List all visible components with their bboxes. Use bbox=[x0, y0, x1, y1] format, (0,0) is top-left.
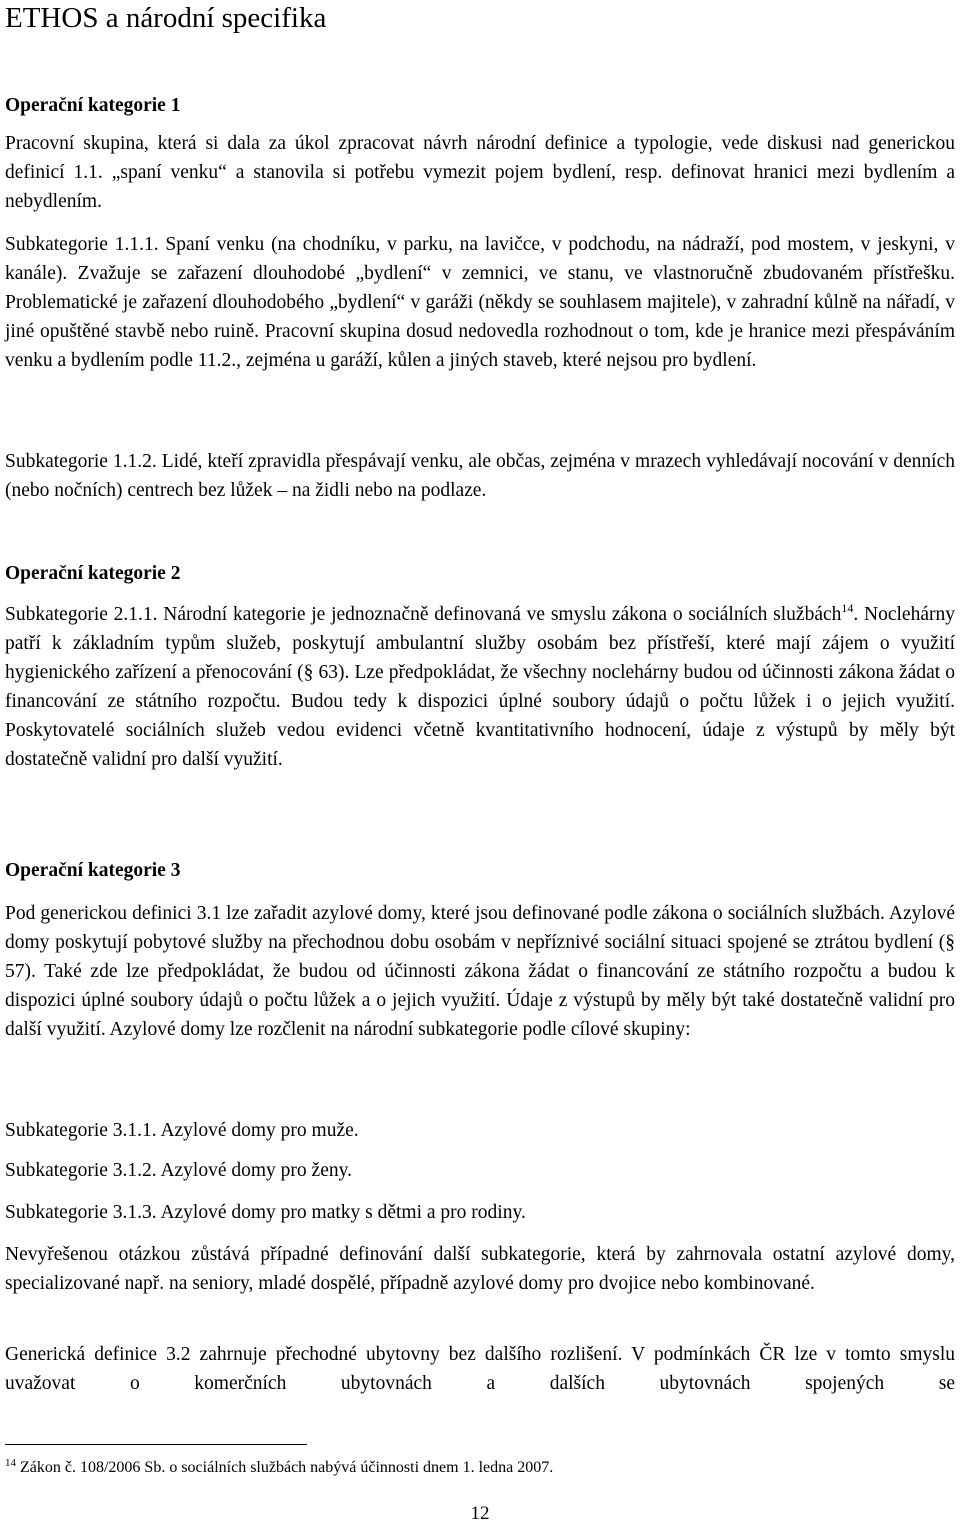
section-1-paragraph-3: Subkategorie 1.1.2. Lidé, kteří zpravidla přespávají venku, ale občas, zejména v mrazech vyhledávají nocování v denních (nebo nočních) centrech bez lůžek – na židli nebo na podlaze. bbox=[5, 451, 955, 501]
section-3-paragraph-unresolved: Nevyřešenou otázkou zůstává případné definování další subkategorie, která by zahrnovala ostatní azylové domy, specializované např. na seniory, mladé dospělé, případně azylové domy pro dvojice nebo kombinované. bbox=[5, 1244, 955, 1294]
footnote-text: Zákon č. 108/2006 Sb. o sociálních službách nabývá účinnosti dnem 1. ledna 2007. bbox=[16, 1459, 554, 1476]
footnote-divider bbox=[5, 1444, 307, 1445]
section-heading-1: Operační kategorie 1 bbox=[5, 95, 181, 116]
section-3-paragraph-1: Pod generickou definici 3.1 lze zařadit azylové domy, které jsou definované podle zákona o sociálních službách. Azylové domy poskytují pobytové služby na přechodnou dobu osobám v nepříznivé sociální situaci spojené se ztrátou bydlení (§ 57). Také zde lze předpokládat, že budou od účinnosti zákona žádat o financování ze státního rozpočtu a budou k dispozici úplné soubory údajů o počtu lůžek a o jejich využití. Údaje z výstupů by měly být také dostatečně validní pro další využití. Azylové domy lze rozčlenit na národní subkategorie podle cílové skupiny: bbox=[5, 903, 955, 1040]
section-3-paragraph-generic-3-2: Generická definice 3.2 zahrnuje přechodné ubytovny bez dalšího rozlišení. V podmínkách ČR lze v tomto smyslu uvažovat o komerčních ubytovnách a dalších ubytovnách spojených se bbox=[5, 1344, 955, 1394]
section-heading-3: Operační kategorie 3 bbox=[5, 860, 181, 881]
section-1-paragraph-2: Subkategorie 1.1.1. Spaní venku (na chodníku, v parku, na lavičce, v podchodu, na nádraží, pod mostem, v jeskyni, v kanále). Zvažuje se zařazení dlouhodobé „bydlení“ v zemnici, ve stanu, ve vlastnoručně zbudovaném přístřešku. Problematické je zařazení dlouhodobého „bydlení“ v garáži (někdy se souhlasem majitele), v zahradní kůlně na nářadí, v jiné opuštěné stavbě nebo ruině. Pracovní skupina dosud nedovedla rozhodnout o tom, kde je hranice mezi přespáváním venku a bydlením podle 11.2., zejména u garáží, kůlen a jiných staveb, které nejsou pro bydlení. bbox=[5, 234, 955, 371]
section-3-subcategory-2: Subkategorie 3.1.2. Azylové domy pro ženy. bbox=[5, 1160, 352, 1181]
section-1-paragraph-1: Pracovní skupina, která si dala za úkol zpracovat návrh národní definice a typologie, vede diskusi nad generickou definicí 1.1. „spaní venku“ a stanovila si potřebu vymezit pojem bydlení, resp. definovat hranici mezi bydlením a nebydlením. bbox=[5, 133, 955, 212]
section-3-subcategory-3: Subkategorie 3.1.3. Azylové domy pro matky s dětmi a pro rodiny. bbox=[5, 1202, 526, 1223]
page-number: 12 bbox=[470, 1503, 490, 1524]
footnote-reference[interactable]: 14 bbox=[841, 601, 854, 615]
section-2-paragraph-1 bbox=[5, 600, 955, 774]
section-heading-2: Operační kategorie 2 bbox=[5, 563, 181, 584]
document-title: ETHOS a národní specifika bbox=[5, 2, 327, 34]
section-2-text-before-ref: Subkategorie 2.1.1. Národní kategorie je jednoznačně definovaná ve smyslu zákona o sociálních službách bbox=[5, 604, 842, 625]
footnote bbox=[5, 1458, 955, 1478]
section-3-subcategory-1: Subkategorie 3.1.1. Azylové domy pro muže. bbox=[5, 1120, 359, 1141]
footnote-number: 14 bbox=[5, 1457, 16, 1469]
section-2-text-after-ref: . Noclehárny patří k základním typům služeb, poskytují ambulantní služby osobám bez přístřeší, které mají zájem o využití hygienického zařízení a přenocování (§ 63). Lze předpokládat, že všechny noclehárny budou od účinnosti zákona žádat o financování ze státního rozpočtu. Budou tedy k dispozici úplné soubory údajů o počtu lůžek i o jejich využití. Poskytovatelé sociálních služeb vedou evidenci včetně kvantitativního hodnocení, údaje z výstupů by měly být dostatečně validní pro další využití. bbox=[5, 604, 955, 770]
